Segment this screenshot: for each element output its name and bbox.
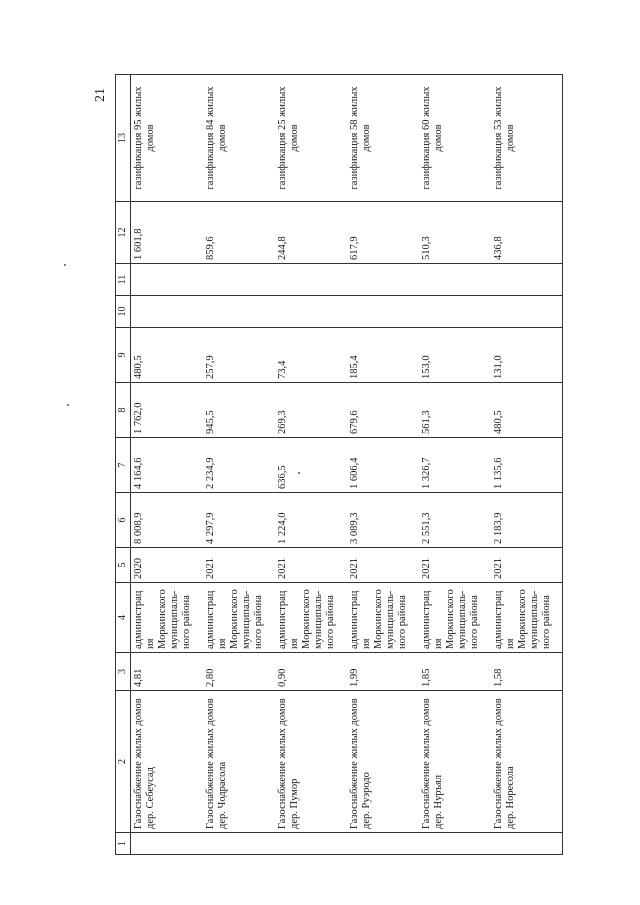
local-budget: 153,0 — [419, 328, 491, 383]
customer: администрация Моркинского муниципаль-ного района — [131, 583, 203, 653]
federal-budget: 4 164,6 — [131, 438, 203, 493]
col-number-1: 1 — [116, 833, 131, 855]
table-body — [131, 75, 563, 855]
republic-budget: 945,5 — [203, 383, 275, 438]
local-budget: 257,9 — [203, 328, 275, 383]
column-number-row — [116, 75, 131, 855]
row-index — [347, 833, 419, 855]
col-number-7: 7 — [116, 438, 131, 493]
extra-budget: 1 601,8 — [131, 202, 203, 264]
customer: администрация Моркинского муниципаль-ного района — [347, 583, 419, 653]
length-km: 4,81 — [131, 653, 203, 691]
col-11-value — [347, 264, 419, 296]
col-11-value — [131, 264, 203, 296]
col-number-8: 8 — [116, 383, 131, 438]
col-number-13: 13 — [116, 75, 131, 202]
republic-budget: 269,3 — [275, 383, 347, 438]
col-number-12: 12 — [116, 202, 131, 264]
col-11-value — [491, 264, 563, 296]
local-budget: 185,4 — [347, 328, 419, 383]
col-10-value — [131, 296, 203, 328]
col-number-6: 6 — [116, 493, 131, 548]
result-description: газификация 58 жилых домов — [347, 75, 419, 202]
customer: администрация Моркинского муниципаль-ного района — [275, 583, 347, 653]
row-index — [131, 833, 203, 855]
total-cost: 3 089,3 — [347, 493, 419, 548]
federal-budget: 2 234,9 — [203, 438, 275, 493]
total-cost: 4 297,9 — [203, 493, 275, 548]
year: 2021 — [347, 548, 419, 583]
year: 2021 — [203, 548, 275, 583]
total-cost: 2 551,3 — [419, 493, 491, 548]
col-number-2: 2 — [116, 691, 131, 833]
col-number-4: 4 — [116, 583, 131, 653]
row-index — [491, 833, 563, 855]
extra-budget: 859,6 — [203, 202, 275, 264]
rotated-landscape-content — [90, 75, 552, 855]
total-cost: 2 183,9 — [491, 493, 563, 548]
col-10-value — [203, 296, 275, 328]
col-10-value — [491, 296, 563, 328]
col-number-10: 10 — [116, 296, 131, 328]
budget-table — [115, 74, 563, 855]
table-row — [419, 75, 491, 855]
local-budget: 480,5 — [131, 328, 203, 383]
table-row — [131, 75, 203, 855]
length-km: 0,90 — [275, 653, 347, 691]
result-description: газификация 84 жилых домов — [203, 75, 275, 202]
length-km: 1,58 — [491, 653, 563, 691]
object-name: Газоснабжение жилых домов дер. Чодрасола — [203, 691, 275, 833]
table-row — [203, 75, 275, 855]
federal-budget: 1 135,6 — [491, 438, 563, 493]
extra-budget: 510,3 — [419, 202, 491, 264]
local-budget: 73,4 — [275, 328, 347, 383]
scan-speck — [67, 404, 69, 406]
year: 2021 — [275, 548, 347, 583]
col-11-value — [275, 264, 347, 296]
federal-budget: 1 606,4 — [347, 438, 419, 493]
local-budget: 131,0 — [491, 328, 563, 383]
object-name: Газоснабжение жилых домов дер. Нуръял — [419, 691, 491, 833]
result-description: газификация 95 жилых домов — [131, 75, 203, 202]
page-number: 21 — [93, 88, 108, 102]
year: 2021 — [419, 548, 491, 583]
col-11-value — [419, 264, 491, 296]
total-cost: 8 008,9 — [131, 493, 203, 548]
col-11-value — [203, 264, 275, 296]
object-name: Газоснабжение жилых домов дер. Пумор — [275, 691, 347, 833]
federal-budget: 1 326,7 — [419, 438, 491, 493]
col-number-9: 9 — [116, 328, 131, 383]
col-10-value — [419, 296, 491, 328]
year: 2021 — [491, 548, 563, 583]
result-description: газификация 60 жилых домов — [419, 75, 491, 202]
customer: администрация Моркинского муниципаль-ного района — [491, 583, 563, 653]
col-10-value — [347, 296, 419, 328]
object-name: Газоснабжение жилых домов дер. Руэродо — [347, 691, 419, 833]
table-row — [275, 75, 347, 855]
customer: администрация Моркинского муниципаль-ного района — [419, 583, 491, 653]
customer: администрация Моркинского муниципаль-ного района — [203, 583, 275, 653]
result-description: газификация 25 жилых домов — [275, 75, 347, 202]
federal-budget: 636,5 — [275, 438, 347, 493]
table-row — [491, 75, 563, 855]
republic-budget: 480,5 — [491, 383, 563, 438]
length-km: 2,80 — [203, 653, 275, 691]
table-row — [347, 75, 419, 855]
republic-budget: 679,6 — [347, 383, 419, 438]
row-index — [275, 833, 347, 855]
length-km: 1,99 — [347, 653, 419, 691]
col-10-value — [275, 296, 347, 328]
length-km: 1,85 — [419, 653, 491, 691]
extra-budget: 436,8 — [491, 202, 563, 264]
row-index — [203, 833, 275, 855]
total-cost: 1 224,0 — [275, 493, 347, 548]
extra-budget: 617,9 — [347, 202, 419, 264]
row-index — [419, 833, 491, 855]
year: 2020 — [131, 548, 203, 583]
republic-budget: 561,3 — [419, 383, 491, 438]
result-description: газификация 53 жилых домов — [491, 75, 563, 202]
col-number-11: 11 — [116, 264, 131, 296]
object-name: Газоснабжение жилых домов дер. Себеусад — [131, 691, 203, 833]
col-number-3: 3 — [116, 653, 131, 691]
col-number-5: 5 — [116, 548, 131, 583]
extra-budget: 244,8 — [275, 202, 347, 264]
republic-budget: 1 762,0 — [131, 383, 203, 438]
scan-speck — [64, 264, 66, 266]
object-name: Газоснабжение жилых домов дер. Нореєола — [491, 691, 563, 833]
